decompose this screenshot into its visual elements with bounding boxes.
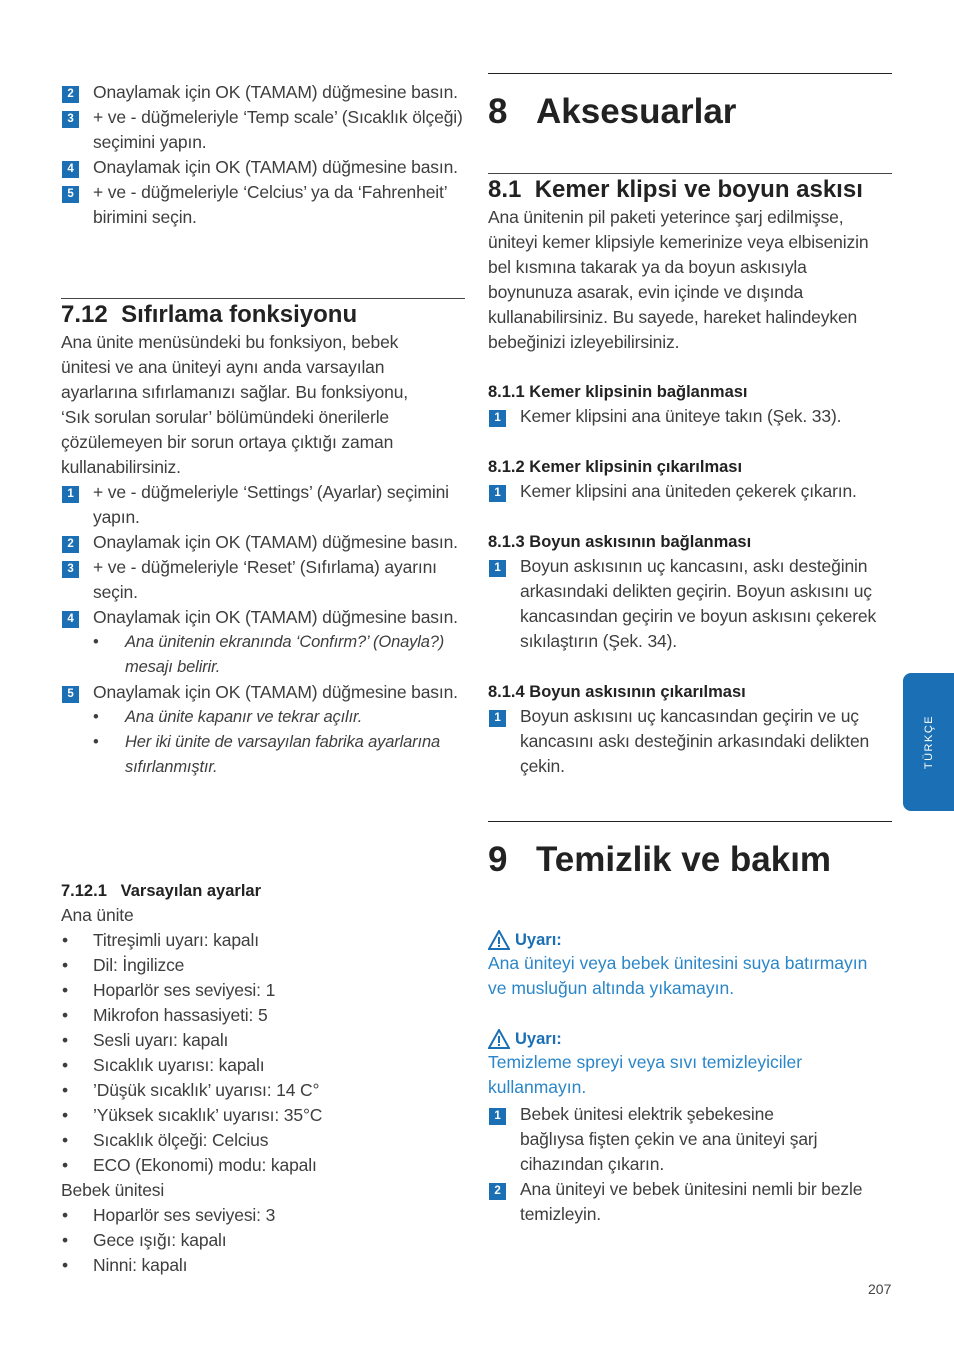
list-item — [61, 1253, 465, 1278]
step-text: Kemer klipsini ana üniteye takın (Şek. 33). — [520, 406, 842, 426]
chapter-rule — [488, 73, 892, 74]
step — [488, 1102, 830, 1177]
list-item-text: ECO (Ekonomi) modu: kapalı — [93, 1155, 317, 1175]
list-item-text: Gece ışığı: kapalı — [93, 1230, 227, 1250]
list-item — [61, 1003, 465, 1028]
default-settings — [61, 903, 465, 1278]
bullet-icon: • — [62, 1155, 68, 1175]
bullet-icon: • — [62, 1005, 68, 1025]
section-heading-8-1 — [488, 176, 863, 204]
chapter-title: Aksesuarlar — [536, 92, 737, 131]
step-text: Kemer klipsini ana üniteden çekerek çıkarın. — [520, 481, 857, 501]
step-text: Onaylamak için OK (TAMAM) düğmesine basın. — [93, 532, 458, 552]
cleaning-steps — [488, 1102, 892, 1227]
section-intro: Ana ünitenin pil paketi yeterince şarj edilmişse, üniteyi kemer klipsiyle kemerinize veya elbisenizin bel kısmına takarak ya da boyun askısıyla boynunuza asarak, evin içinde ve dışında kullanabilirsiniz. Bu sayede, hareket halindeyken bebeğinizi izleyebilirsiniz. — [488, 207, 869, 352]
warning-box — [488, 929, 892, 1001]
bullet-icon: • — [62, 930, 68, 950]
list-item — [61, 1078, 465, 1103]
list-item-text: Ninni: kapalı — [93, 1255, 188, 1275]
step — [61, 105, 465, 155]
step-text: Bebek ünitesi elektrik şebekesine bağlıysa fişten çekin ve ana üniteyi şarj cihazından çıkarın. — [520, 1104, 818, 1174]
result-text: Ana ünite kapanır ve tekrar açılır. — [125, 708, 363, 726]
list-item-text: ’Düşük sıcaklık’ uyarısı: 14 C° — [93, 1080, 320, 1100]
step-number: 1 — [489, 1108, 506, 1125]
list-item — [61, 1203, 465, 1228]
step — [61, 605, 465, 630]
bullet-icon: • — [62, 1105, 68, 1125]
step-text: Onaylamak için OK (TAMAM) düğmesine basın. — [93, 157, 458, 177]
step — [61, 555, 465, 605]
subsection-heading: 8.1.2 Kemer klipsinin çıkarılması — [488, 458, 743, 476]
bullet-icon: • — [62, 1230, 68, 1250]
warning-box — [488, 1028, 892, 1100]
step — [61, 155, 465, 180]
step-number: 4 — [62, 611, 79, 628]
section-title: Kemer klipsi ve boyun askısı — [534, 176, 863, 203]
step — [61, 530, 465, 555]
bullet-icon: • — [62, 1255, 68, 1275]
step-text: Onaylamak için OK (TAMAM) düğmesine basın. — [93, 682, 458, 702]
step-number: 5 — [62, 686, 79, 703]
step-number: 2 — [489, 1183, 506, 1200]
warning-title: Uyarı: — [515, 931, 562, 949]
step — [61, 680, 465, 705]
list-item — [61, 1103, 465, 1128]
list-item — [61, 978, 465, 1003]
step — [488, 479, 892, 504]
chapter-heading-8 — [488, 92, 736, 132]
list-item-text: Titreşimli uyarı: kapalı — [93, 930, 259, 950]
subsection-heading-7-12-1 — [61, 881, 261, 901]
page-number: 207 — [868, 1281, 892, 1297]
step-text: Onaylamak için OK (TAMAM) düğmesine basın. — [93, 82, 458, 102]
warning-triangle-icon — [488, 930, 510, 950]
step-text: + ve - düğmeleriyle ‘Settings’ (Ayarlar) seçimini yapın. — [93, 482, 449, 527]
bullet-icon: • — [93, 733, 99, 751]
step-number: 3 — [62, 561, 79, 578]
list-item-text: ’Yüksek sıcaklık’ uyarısı: 35°C — [93, 1105, 323, 1125]
list-item-text: Mikrofon hassasiyeti: 5 — [93, 1005, 268, 1025]
step-number: 2 — [62, 536, 79, 553]
language-tab — [903, 673, 954, 811]
section-title: Sıfırlama fonksiyonu — [121, 301, 358, 328]
subsection-heading: 8.1.1 Kemer klipsinin bağlanması — [488, 383, 748, 401]
step — [488, 554, 918, 654]
step-number: 1 — [62, 486, 79, 503]
step-number: 1 — [489, 710, 506, 727]
steps-top — [61, 80, 465, 230]
bullet-icon: • — [62, 955, 68, 975]
warning-title-row — [488, 929, 892, 951]
chapter-heading-9 — [488, 840, 831, 880]
bullet-icon: • — [62, 1130, 68, 1150]
section-intro: Ana ünite menüsündeki bu fonksiyon, bebek ünitesi ve ana üniteyi aynı anda varsayılan ayarlarına sıfırlamanızı sağlar. Bu fonksiyonu, ‘Sık sorulan sorular’ bölümündeki önerilerle çözülemeyen bir sorun ortaya çıktığı zaman kullanabilirsiniz. — [61, 332, 409, 477]
list-item — [61, 1128, 465, 1153]
list-item — [61, 953, 465, 978]
bullet-icon: • — [62, 1080, 68, 1100]
bullet-icon: • — [62, 1055, 68, 1075]
section-number: 8.1 — [488, 176, 522, 203]
baby-unit-label: Bebek ünitesi — [61, 1180, 165, 1200]
step-text: Boyun askısının uç kancasını, askı desteğinin arkasındaki delikten geçirin. Boyun askısını uç kancasından geçirin ve boyun askısını çekerek sıkılaştırın (Şek. 34). — [520, 556, 877, 651]
list-item-text: Hoparlör ses seviyesi: 1 — [93, 980, 276, 1000]
warning-title-row — [488, 1028, 892, 1050]
step-text: + ve - düğmeleriyle ‘Reset’ (Sıfırlama) ayarını seçin. — [93, 557, 437, 602]
step-number: 3 — [62, 111, 79, 128]
step-number: 5 — [62, 186, 79, 203]
step-text: + ve - düğmeleriyle ‘Celcius’ ya da ‘Fahrenheit’ birimini seçin. — [93, 182, 447, 227]
result-text: Her iki ünite de varsayılan fabrika ayarlarına sıfırlanmıştır. — [125, 733, 441, 776]
bullet-icon: • — [93, 633, 99, 651]
section-number: 7.12 — [61, 301, 108, 328]
warning-triangle-icon — [488, 1029, 510, 1049]
language-tab-label: TÜRKÇE — [922, 714, 935, 770]
section-body-7-12 — [61, 330, 465, 780]
warning-text: Temizleme spreyi veya sıvı temizleyiciler kullanmayın. — [488, 1052, 803, 1097]
step-number: 4 — [62, 161, 79, 178]
section-rule — [488, 173, 892, 174]
step — [61, 480, 465, 530]
step-number: 1 — [489, 560, 506, 577]
list-item-text: Sesli uyarı: kapalı — [93, 1030, 229, 1050]
list-item — [61, 1053, 465, 1078]
result-text: Ana ünitenin ekranında ‘Confırm?’ (Onayla?) mesajı belirir. — [125, 633, 445, 676]
parent-unit-label: Ana ünite — [61, 905, 134, 925]
list-item-text: Sıcaklık uyarısı: kapalı — [93, 1055, 265, 1075]
step-number: 1 — [489, 410, 506, 427]
list-item — [61, 928, 465, 953]
subsection-number: 7.12.1 — [61, 882, 107, 900]
step — [488, 704, 900, 779]
list-item — [61, 1228, 465, 1253]
chapter-number: 8 — [488, 92, 508, 131]
step-result — [61, 730, 465, 780]
step — [488, 404, 892, 429]
list-item-text: Sıcaklık ölçeği: Celcius — [93, 1130, 269, 1150]
chapter-title: Temizlik ve bakım — [536, 840, 832, 879]
chapter-rule — [488, 821, 892, 822]
step — [488, 1177, 892, 1227]
step-text: Onaylamak için OK (TAMAM) düğmesine basın. — [93, 607, 458, 627]
bullet-icon: • — [93, 708, 99, 726]
warning-text: Ana üniteyi veya bebek ünitesini suya batırmayın ve musluğun altında yıkamayın. — [488, 953, 868, 998]
bullet-icon: • — [62, 1205, 68, 1225]
step-text: + ve - düğmeleriyle ‘Temp scale’ (Sıcaklık ölçeği) seçimini yapın. — [93, 107, 463, 152]
subsection-title: Varsayılan ayarlar — [120, 882, 262, 900]
subsection-heading: 8.1.3 Boyun askısının bağlanması — [488, 533, 752, 551]
step-result — [61, 630, 465, 680]
step-text: Boyun askısını uç kancasından geçirin ve uç kancasını askı desteğinin arkasındaki delikten çekin. — [520, 706, 870, 776]
list-item — [61, 1028, 465, 1053]
step — [61, 180, 465, 230]
section-rule — [61, 298, 465, 299]
list-item-text: Dil: İngilizce — [93, 955, 185, 975]
warning-title: Uyarı: — [515, 1030, 562, 1048]
step-number: 2 — [62, 86, 79, 103]
list-item-text: Hoparlör ses seviyesi: 3 — [93, 1205, 276, 1225]
list-item — [61, 1153, 465, 1178]
bullet-icon: • — [62, 980, 68, 1000]
step-text: Ana üniteyi ve bebek ünitesini nemli bir bezle temizleyin. — [520, 1179, 863, 1224]
step — [61, 80, 465, 105]
bullet-icon: • — [62, 1030, 68, 1050]
chapter-number: 9 — [488, 840, 508, 879]
step-result — [61, 705, 465, 730]
step-number: 1 — [489, 485, 506, 502]
subsection-heading: 8.1.4 Boyun askısının çıkarılması — [488, 683, 746, 701]
section-heading-7-12 — [61, 301, 357, 329]
